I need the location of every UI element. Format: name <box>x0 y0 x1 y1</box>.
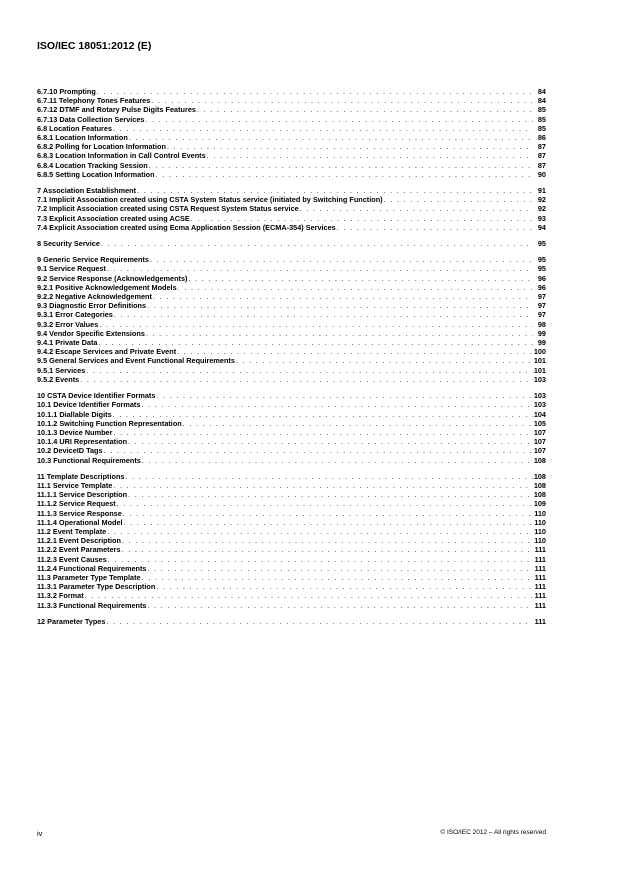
toc-entry[interactable] <box>37 329 546 338</box>
toc-leader-dots <box>207 151 533 160</box>
toc-entry-page: 111 <box>534 572 546 582</box>
toc-entry[interactable] <box>37 591 546 600</box>
toc-leader-dots <box>177 347 533 356</box>
toc-entry-title: 11.3.1 Parameter Type Description <box>37 582 156 592</box>
toc-entry-title: 11.1.3 Service Response <box>37 508 122 518</box>
toc-entry-page: 101 <box>533 365 546 375</box>
toc-entry-title: 9.2 Service Response (Acknowledgements) <box>37 273 188 283</box>
toc-entry-page: 111 <box>534 545 546 555</box>
toc-leader-dots <box>113 124 533 133</box>
toc-leader-dots <box>146 329 533 338</box>
toc-entry-page: 108 <box>533 471 546 481</box>
toc-entry[interactable] <box>37 410 546 419</box>
toc-entry-page: 84 <box>537 96 546 106</box>
toc-entry-page: 110 <box>534 526 546 536</box>
toc-leader-dots <box>142 573 533 582</box>
toc-entry-title: 11.1.4 Operational Model <box>37 517 123 527</box>
toc-entry-title: 11.1.2 Service Request <box>37 499 116 509</box>
toc-leader-dots <box>99 320 533 329</box>
toc-entry-page: 97 <box>537 301 546 311</box>
toc-leader-dots <box>80 375 533 384</box>
toc-leader-dots <box>122 536 533 545</box>
toc-entry-title: 10.1.2 Switching Function Representation <box>37 418 182 428</box>
toc-entry-title: 8 Security Service <box>37 239 100 249</box>
toc-entry-title: 9.3 Diagnostic Error Definitions <box>37 301 147 311</box>
toc-entry[interactable] <box>37 115 546 124</box>
toc-entry-title: 11.2.2 Event Parameters <box>37 545 121 555</box>
toc-entry-page: 107 <box>533 427 546 437</box>
toc-entry-page: 96 <box>537 282 546 292</box>
toc-entry[interactable] <box>37 214 546 223</box>
toc-leader-dots <box>128 437 533 446</box>
toc-leader-dots <box>147 301 533 310</box>
toc-entry[interactable] <box>37 391 546 400</box>
toc-entry-page: 86 <box>537 133 546 143</box>
toc-entry-page: 103 <box>533 391 546 401</box>
toc-entry-title: 12 Parameter Types <box>37 616 106 626</box>
toc-leader-dots <box>142 456 533 465</box>
toc-entry[interactable] <box>37 428 546 437</box>
toc-leader-dots <box>124 518 533 527</box>
toc-entry[interactable] <box>37 124 546 133</box>
toc-entry-page: 87 <box>537 151 546 161</box>
toc-entry-title: 9 Generic Service Requirements <box>37 255 149 265</box>
toc-entry-page: 91 <box>537 186 546 196</box>
toc-entry[interactable] <box>37 292 546 301</box>
toc-group <box>37 186 546 232</box>
toc-entry-title: 9.2.1 Positive Acknowledgement Models <box>37 282 177 292</box>
toc-entry-page: 97 <box>537 292 546 302</box>
toc-entry[interactable] <box>37 301 546 310</box>
toc-entry-page: 95 <box>537 255 546 265</box>
toc-entry[interactable] <box>37 133 546 142</box>
toc-entry-page: 93 <box>537 213 546 223</box>
toc-entry[interactable] <box>37 151 546 160</box>
toc-leader-dots <box>122 545 533 554</box>
toc-entry-page: 87 <box>537 142 546 152</box>
toc-leader-dots <box>188 274 533 283</box>
toc-entry-title: 11.2.3 Event Causes <box>37 554 107 564</box>
toc-leader-dots <box>150 255 533 264</box>
toc-entry-page: 94 <box>537 222 546 232</box>
toc-entry-page: 107 <box>533 437 546 447</box>
toc-entry-title: 10.1.4 URI Representation <box>37 437 128 447</box>
toc-entry-title: 10.1 Device Identifier Formats <box>37 400 141 410</box>
table-of-contents <box>37 87 546 633</box>
toc-entry[interactable] <box>37 347 546 356</box>
toc-entry[interactable] <box>37 472 546 481</box>
toc-entry[interactable] <box>37 518 546 527</box>
toc-entry-page: 111 <box>534 554 546 564</box>
toc-group <box>37 472 546 610</box>
toc-entry-page: 99 <box>537 338 546 348</box>
toc-leader-dots <box>86 366 533 375</box>
toc-entry[interactable] <box>37 283 546 292</box>
toc-entry-page: 95 <box>537 264 546 274</box>
toc-entry[interactable] <box>37 161 546 170</box>
toc-entry-title: 10.3 Functional Requirements <box>37 455 141 465</box>
toc-leader-dots <box>148 564 534 573</box>
toc-entry-title: 10.1.1 Diallable Digits <box>37 409 112 419</box>
toc-entry-title: 9.2.2 Negative Acknowledgement <box>37 292 152 302</box>
toc-entry-page: 97 <box>537 310 546 320</box>
toc-entry[interactable] <box>37 400 546 409</box>
toc-leader-dots <box>107 264 533 273</box>
toc-entry-title: 9.1 Service Request <box>37 264 106 274</box>
toc-entry-page: 107 <box>533 446 546 456</box>
toc-entry-title: 11.3.3 Functional Requirements <box>37 600 147 610</box>
toc-entry[interactable] <box>37 573 546 582</box>
toc-entry-page: 96 <box>537 273 546 283</box>
document-header: ISO/IEC 18051:2012 (E) <box>37 40 152 52</box>
toc-entry[interactable] <box>37 87 546 96</box>
toc-leader-dots <box>153 292 533 301</box>
toc-entry[interactable] <box>37 320 546 329</box>
toc-entry[interactable] <box>37 255 546 264</box>
toc-entry-page: 103 <box>533 400 546 410</box>
toc-entry[interactable] <box>37 366 546 375</box>
toc-entry-title: 9.5.2 Events <box>37 374 80 384</box>
page-number: iv <box>37 829 43 838</box>
toc-leader-dots <box>117 499 533 508</box>
toc-entry[interactable] <box>37 490 546 499</box>
toc-leader-dots <box>113 481 532 490</box>
toc-group <box>37 87 546 179</box>
toc-entry-title: 9.5.1 Services <box>37 365 86 375</box>
toc-entry[interactable] <box>37 564 546 573</box>
toc-leader-dots <box>98 338 533 347</box>
toc-leader-dots <box>85 591 533 600</box>
toc-group <box>37 255 546 384</box>
toc-entry-title: 6.7.12 DTMF and Rotary Pulse Digits Features <box>37 105 196 115</box>
toc-entry-page: 85 <box>537 105 546 115</box>
toc-group <box>37 239 546 248</box>
toc-entry[interactable] <box>37 170 546 179</box>
toc-leader-dots <box>197 105 533 114</box>
toc-entry-page: 105 <box>533 418 546 428</box>
toc-entry[interactable] <box>37 419 546 428</box>
toc-leader-dots <box>97 87 533 96</box>
toc-leader-dots <box>129 133 533 142</box>
toc-entry[interactable] <box>37 195 546 204</box>
toc-entry-title: 10.2 DeviceID Tags <box>37 446 103 456</box>
toc-entry-title: 11.2.1 Event Description <box>37 536 121 546</box>
toc-entry[interactable] <box>37 582 546 591</box>
toc-leader-dots <box>236 356 533 365</box>
toc-entry-title: 6.8.1 Location Information <box>37 133 128 143</box>
toc-entry-page: 111 <box>534 600 546 610</box>
toc-entry-title: 7.4 Explicit Association created using Ecma Application Session (ECMA-354) Services <box>37 222 336 232</box>
toc-entry-title: 6.8.3 Location Information in Call Control Events <box>37 151 206 161</box>
toc-entry-title: 7.1 Implicit Association created using CSTA System Status service (initiated by Switching Function) <box>37 195 383 205</box>
toc-entry-title: 10 CSTA Device Identifier Formats <box>37 391 156 401</box>
toc-entry[interactable] <box>37 223 546 232</box>
toc-leader-dots <box>125 472 532 481</box>
toc-leader-dots <box>156 391 532 400</box>
toc-entry[interactable] <box>37 509 546 518</box>
toc-entry[interactable] <box>37 375 546 384</box>
toc-entry-title: 7.2 Implicit Association created using CSTA Request System Status service <box>37 204 299 214</box>
toc-entry-title: 9.4.1 Private Data <box>37 338 98 348</box>
toc-leader-dots <box>104 446 533 455</box>
toc-leader-dots <box>337 223 533 232</box>
toc-entry-page: 92 <box>537 195 546 205</box>
toc-entry[interactable] <box>37 617 546 626</box>
toc-entry-page: 111 <box>534 616 546 626</box>
toc-entry[interactable] <box>37 437 546 446</box>
toc-leader-dots <box>183 419 533 428</box>
toc-entry[interactable] <box>37 338 546 347</box>
toc-entry[interactable] <box>37 356 546 365</box>
toc-entry-page: 85 <box>537 114 546 124</box>
toc-entry[interactable] <box>37 545 546 554</box>
toc-leader-dots <box>384 195 533 204</box>
toc-entry[interactable] <box>37 274 546 283</box>
toc-entry-title: 6.8.4 Location Tracking Session <box>37 160 148 170</box>
toc-entry[interactable] <box>37 264 546 273</box>
toc-leader-dots <box>107 527 533 536</box>
toc-entry-page: 101 <box>533 356 546 366</box>
toc-leader-dots <box>191 214 533 223</box>
toc-entry-page: 110 <box>534 536 546 546</box>
toc-entry[interactable] <box>37 446 546 455</box>
toc-entry[interactable] <box>37 555 546 564</box>
toc-entry[interactable] <box>37 456 546 465</box>
toc-leader-dots <box>300 204 533 213</box>
toc-leader-dots <box>101 239 533 248</box>
toc-entry-page: 111 <box>534 591 546 601</box>
toc-entry-page: 95 <box>537 239 546 249</box>
toc-entry-title: 7 Association Establishment <box>37 186 137 196</box>
toc-leader-dots <box>106 617 533 626</box>
toc-entry-title: 6.7.10 Prompting <box>37 87 96 96</box>
toc-entry-page: 110 <box>534 508 546 518</box>
toc-entry-title: 6.8.5 Setting Location Information <box>37 169 155 179</box>
toc-leader-dots <box>148 601 534 610</box>
toc-leader-dots <box>178 283 533 292</box>
toc-entry-page: 87 <box>537 160 546 170</box>
toc-entry-page: 98 <box>537 319 546 329</box>
toc-entry-title: 6.7.13 Data Collection Services <box>37 114 145 124</box>
toc-leader-dots <box>151 96 533 105</box>
toc-leader-dots <box>167 142 533 151</box>
toc-entry-title: 7.3 Explicit Association created using ACSE <box>37 213 190 223</box>
toc-entry-title: 9.3.1 Error Categories <box>37 310 113 320</box>
toc-entry-page: 111 <box>534 582 546 592</box>
toc-leader-dots <box>114 310 533 319</box>
toc-entry[interactable] <box>37 601 546 610</box>
toc-entry-title: 11 Template Descriptions <box>37 471 125 481</box>
toc-entry[interactable] <box>37 239 546 248</box>
toc-entry-page: 92 <box>537 204 546 214</box>
toc-entry-title: 11.2 Event Template <box>37 526 107 536</box>
toc-entry-title: 10.1.3 Device Number <box>37 427 113 437</box>
toc-entry[interactable] <box>37 536 546 545</box>
toc-leader-dots <box>156 170 533 179</box>
toc-entry-page: 108 <box>533 455 546 465</box>
toc-leader-dots <box>123 509 533 518</box>
toc-entry-title: 9.5 General Services and Event Functional Requirements <box>37 356 235 366</box>
toc-leader-dots <box>128 490 533 499</box>
toc-entry-title: 11.1 Service Template <box>37 480 113 490</box>
toc-entry[interactable] <box>37 142 546 151</box>
toc-entry-page: 109 <box>533 499 546 509</box>
toc-group <box>37 391 546 465</box>
toc-entry-page: 100 <box>533 347 546 357</box>
toc-entry-page: 108 <box>533 480 546 490</box>
toc-entry-page: 85 <box>537 123 546 133</box>
toc-entry-title: 11.1.1 Service Description <box>37 490 128 500</box>
toc-leader-dots <box>149 161 533 170</box>
toc-leader-dots <box>145 115 533 124</box>
toc-entry-page: 90 <box>537 169 546 179</box>
toc-entry[interactable] <box>37 481 546 490</box>
toc-entry-title: 11.3.2 Format <box>37 591 84 601</box>
toc-entry-page: 84 <box>537 87 546 96</box>
toc-entry[interactable] <box>37 310 546 319</box>
toc-entry-title: 6.8 Location Features <box>37 123 113 133</box>
toc-leader-dots <box>156 582 533 591</box>
toc-entry-title: 11.3 Parameter Type Template <box>37 572 141 582</box>
toc-entry[interactable] <box>37 527 546 536</box>
toc-entry-page: 103 <box>533 374 546 384</box>
copyright-notice: © ISO/IEC 2012 – All rights reserved <box>440 829 546 836</box>
toc-entry-page: 110 <box>534 517 546 527</box>
toc-leader-dots <box>137 186 533 195</box>
toc-leader-dots <box>141 400 532 409</box>
toc-entry-title: 6.7.11 Telephony Tones Features <box>37 96 151 106</box>
toc-entry-page: 99 <box>537 328 546 338</box>
toc-entry[interactable] <box>37 204 546 213</box>
toc-entry-title: 9.3.2 Error Values <box>37 319 99 329</box>
toc-entry[interactable] <box>37 186 546 195</box>
toc-entry-page: 111 <box>534 563 546 573</box>
toc-leader-dots <box>113 428 532 437</box>
toc-entry[interactable] <box>37 499 546 508</box>
toc-leader-dots <box>108 555 533 564</box>
toc-entry-page: 104 <box>533 409 546 419</box>
toc-entry[interactable] <box>37 105 546 114</box>
toc-group <box>37 617 546 626</box>
toc-entry-title: 11.2.4 Functional Requirements <box>37 563 147 573</box>
toc-entry-page: 108 <box>533 490 546 500</box>
toc-entry-title: 6.8.2 Polling for Location Information <box>37 142 166 152</box>
toc-leader-dots <box>113 410 533 419</box>
toc-entry-title: 9.4.2 Escape Services and Private Event <box>37 347 177 357</box>
toc-entry[interactable] <box>37 96 546 105</box>
toc-entry-title: 9.4 Vendor Specific Extensions <box>37 328 145 338</box>
